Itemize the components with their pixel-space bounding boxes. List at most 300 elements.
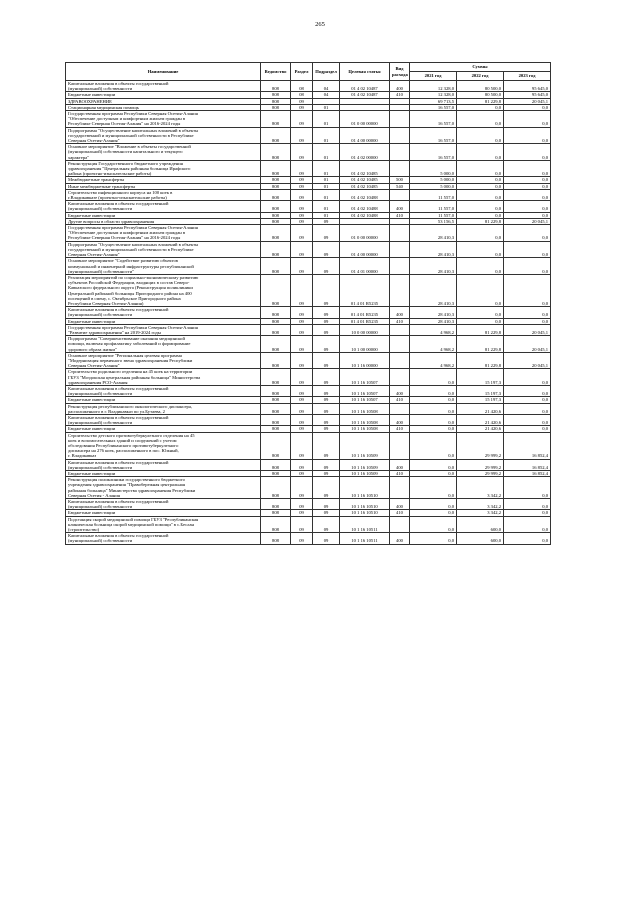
cell-sum-2021: 0,0 <box>410 426 457 432</box>
cell-sum-2023: 0,0 <box>504 426 551 432</box>
cell-name: Основное мероприятие "Вложение в объекты государственной (муниципальной) собственности капитального и текущего характера" <box>66 144 261 161</box>
header-2022: 2022 год <box>457 72 504 81</box>
cell-subsection: 04 <box>313 81 340 92</box>
cell-sum-2021: 16 557,0 <box>410 111 457 128</box>
cell-section: 09 <box>291 471 313 477</box>
cell-name: ЗДРАВООХРАНЕНИЕ <box>66 98 261 104</box>
table-row <box>66 258 551 275</box>
table-row <box>66 324 551 335</box>
cell-sum-2022: 0,0 <box>457 177 504 183</box>
cell-sum-2023: 0,0 <box>504 127 551 144</box>
cell-ministry: 808 <box>261 241 291 258</box>
cell-expense-type: 400 <box>390 307 410 318</box>
cell-sum-2021: 12 328,0 <box>410 92 457 98</box>
cell-ministry: 808 <box>261 385 291 396</box>
cell-sum-2023: 0,0 <box>504 414 551 425</box>
cell-name: Подпрограмма "Осуществление капитальных вложений в объекты государственной и муниципальной собственности в Республике Северная Осетия-Алания" <box>66 241 261 258</box>
cell-sum-2022: 0,0 <box>457 225 504 242</box>
cell-sum-2023: 0,0 <box>504 369 551 386</box>
cell-expense-type: 410 <box>390 397 410 403</box>
cell-sum-2022: 0,0 <box>457 127 504 144</box>
cell-subsection: 01 <box>313 201 340 212</box>
cell-target: 01 4 02 10487 <box>340 81 390 92</box>
cell-section: 09 <box>291 127 313 144</box>
budget-table <box>65 62 551 545</box>
cell-sum-2022: 15 197,3 <box>457 397 504 403</box>
cell-ministry: 808 <box>261 225 291 242</box>
cell-target: 01 4 02 10488 <box>340 201 390 212</box>
header-expense-type: Вид расхода <box>390 63 410 81</box>
cell-target: 01 4 02 10487 <box>340 92 390 98</box>
cell-expense-type: 400 <box>390 499 410 510</box>
cell-sum-2023: 0,0 <box>504 177 551 183</box>
cell-sum-2022: 15 197,3 <box>457 369 504 386</box>
cell-section: 09 <box>291 307 313 318</box>
cell-target: 01 4 02 10485 <box>340 183 390 189</box>
cell-target: 01 4 00 00000 <box>340 127 390 144</box>
cell-subsection: 09 <box>313 225 340 242</box>
cell-section: 09 <box>291 426 313 432</box>
cell-ministry: 808 <box>261 516 291 533</box>
table-row <box>66 111 551 128</box>
cell-subsection: 09 <box>313 471 340 477</box>
cell-expense-type: 410 <box>390 510 410 516</box>
header-section: Раздел <box>291 63 313 81</box>
cell-sum-2021: 0,0 <box>410 459 457 470</box>
cell-sum-2022: 81 229,8 <box>457 336 504 353</box>
cell-subsection: 01 <box>313 104 340 110</box>
cell-name: Реализация мероприятий по социально-экономическому развитию субъектов Российской Федерации, входящих в состав Северо- Кавказского федерального округа (Реконструкция поликлиники Центральной районной больницы Пригородного района на 400 посещений в смену, с. Октябрьское Пригородного района Республики Северная Осетия-Алания) <box>66 274 261 306</box>
cell-section: 09 <box>291 477 313 499</box>
cell-section: 09 <box>291 189 313 200</box>
cell-sum-2021: 11 557,0 <box>410 201 457 212</box>
header-ministry: Ведомство <box>261 63 291 81</box>
table-row <box>66 127 551 144</box>
cell-expense-type: 410 <box>390 92 410 98</box>
cell-target: 10 1 16 10507 <box>340 385 390 396</box>
cell-ministry: 808 <box>261 324 291 335</box>
cell-sum-2021: 28 410,3 <box>410 307 457 318</box>
header-2023: 2023 год <box>504 72 551 81</box>
cell-ministry: 808 <box>261 201 291 212</box>
cell-expense-type <box>390 432 410 459</box>
cell-name: Подпрограмма "Совершенствование оказания медицинской помощи, включая профилактику заболеваний и формирование здорового образа жизни" <box>66 336 261 353</box>
cell-expense-type <box>390 477 410 499</box>
cell-section: 09 <box>291 324 313 335</box>
cell-name: Бюджетные инвестиции <box>66 318 261 324</box>
cell-name: Подстанция скорой медицинской помощи ГБУЗ "Республиканская клиническая больница скорой медицинской помощи" в с.Беслан (строительство) <box>66 516 261 533</box>
cell-name: Капитальные вложения в объекты государственной (муниципальной) собственности <box>66 81 261 92</box>
cell-name: Реконструкция Государственного бюджетного учреждения здравоохранения "Центральная районная больница Ирафского района (проектно-изыскательские работы) <box>66 160 261 177</box>
cell-sum-2023: 0,0 <box>504 201 551 212</box>
cell-sum-2023: 20 045,1 <box>504 336 551 353</box>
cell-sum-2021: 0,0 <box>410 414 457 425</box>
header-2021: 2021 год <box>410 72 457 81</box>
header-subsection: Подраздел <box>313 63 340 81</box>
cell-ministry: 808 <box>261 307 291 318</box>
cell-sum-2022: 21 420,6 <box>457 403 504 414</box>
cell-sum-2023: 0,0 <box>504 477 551 499</box>
cell-section: 09 <box>291 177 313 183</box>
cell-expense-type: 400 <box>390 201 410 212</box>
table-row <box>66 336 551 353</box>
cell-subsection: 09 <box>313 258 340 275</box>
cell-sum-2023: 0,0 <box>504 403 551 414</box>
cell-sum-2022: 81 229,8 <box>457 352 504 369</box>
cell-ministry: 808 <box>261 274 291 306</box>
cell-subsection: 09 <box>313 510 340 516</box>
cell-sum-2023: 20 045,1 <box>504 324 551 335</box>
cell-name: Подпрограмма "Осуществление капитальных вложений в объекты государственной и муниципальной собственности в Республике Северная Осетия-Алания" <box>66 127 261 144</box>
cell-name: Государственная программа Республики Северная Осетия-Алания "Обеспечение доступным и комфортным жильем граждан в Республике Северная Осетия-Алания" на 2016-2024 годы <box>66 225 261 242</box>
cell-sum-2021: 0,0 <box>410 499 457 510</box>
cell-target: 01 4 01 R5235 <box>340 274 390 306</box>
cell-name: Бюджетные инвестиции <box>66 212 261 218</box>
cell-section: 09 <box>291 397 313 403</box>
cell-sum-2023: 0,0 <box>504 516 551 533</box>
cell-subsection: 09 <box>313 516 340 533</box>
cell-name: Реконструкция республиканского онкологического диспансера, расположенного в г. Владикавказ по ул.Бутаева, 2 <box>66 403 261 414</box>
cell-expense-type: 410 <box>390 426 410 432</box>
table-row <box>66 160 551 177</box>
cell-section: 09 <box>291 318 313 324</box>
cell-ministry: 808 <box>261 459 291 470</box>
table-row <box>66 352 551 369</box>
cell-section: 09 <box>291 336 313 353</box>
table-row <box>66 499 551 510</box>
cell-target: 10 1 00 00000 <box>340 336 390 353</box>
cell-name: Капитальные вложения в объекты государственной (муниципальной) собственности <box>66 201 261 212</box>
cell-sum-2022: 21 420,6 <box>457 426 504 432</box>
cell-sum-2022: 81 229,8 <box>457 218 504 224</box>
cell-sum-2022: 0,0 <box>457 201 504 212</box>
cell-subsection: 09 <box>313 336 340 353</box>
cell-subsection: 09 <box>313 307 340 318</box>
cell-sum-2022: 81 229,8 <box>457 98 504 104</box>
cell-ministry: 808 <box>261 160 291 177</box>
cell-ministry: 808 <box>261 258 291 275</box>
cell-subsection: 09 <box>313 218 340 224</box>
cell-name: Бюджетные инвестиции <box>66 471 261 477</box>
cell-expense-type <box>390 225 410 242</box>
cell-sum-2023: 16 852,4 <box>504 432 551 459</box>
cell-sum-2023: 95 645,0 <box>504 92 551 98</box>
cell-target: 10 1 16 10509 <box>340 432 390 459</box>
cell-sum-2023: 0,0 <box>504 212 551 218</box>
cell-name: Бюджетные инвестиции <box>66 92 261 98</box>
cell-name: Капитальные вложения в объекты государственной (муниципальной) собственности <box>66 307 261 318</box>
cell-sum-2022: 0,0 <box>457 189 504 200</box>
cell-target: 10 1 16 10510 <box>340 477 390 499</box>
cell-subsection: 01 <box>313 189 340 200</box>
cell-subsection: 01 <box>313 212 340 218</box>
cell-section: 09 <box>291 459 313 470</box>
cell-ministry: 808 <box>261 432 291 459</box>
cell-target: 01 0 00 00000 <box>340 225 390 242</box>
cell-ministry: 808 <box>261 397 291 403</box>
cell-subsection: 01 <box>313 160 340 177</box>
cell-sum-2023: 0,0 <box>504 111 551 128</box>
cell-sum-2021: 0,0 <box>410 432 457 459</box>
cell-sum-2023: 20 045,1 <box>504 98 551 104</box>
cell-ministry: 808 <box>261 144 291 161</box>
cell-sum-2022: 600,0 <box>457 516 504 533</box>
cell-expense-type <box>390 336 410 353</box>
cell-expense-type: 400 <box>390 81 410 92</box>
cell-ministry: 808 <box>261 414 291 425</box>
header-sums: Суммы <box>410 63 551 72</box>
cell-sum-2022: 3 342,2 <box>457 499 504 510</box>
cell-sum-2022: 0,0 <box>457 318 504 324</box>
cell-expense-type <box>390 160 410 177</box>
cell-sum-2022: 81 229,8 <box>457 324 504 335</box>
header-name: Наименование <box>66 63 261 81</box>
cell-name: Строительство родильного отделения на 45 коек на территории ГБУЗ "Моздокская центральная районная больница" Министерства здравоохранения РСО-Алания <box>66 369 261 386</box>
cell-sum-2021: 69 713,5 <box>410 98 457 104</box>
cell-name: Государственная программа Республики Северная Осетия-Алания "Обеспечение доступным и комфортным жильем граждан в Республике Северная Осетия-Алания" на 2016-2024 годы <box>66 111 261 128</box>
cell-section: 09 <box>291 533 313 544</box>
cell-ministry: 808 <box>261 212 291 218</box>
cell-sum-2023: 0,0 <box>504 274 551 306</box>
cell-target: 10 1 16 10511 <box>340 516 390 533</box>
cell-sum-2023: 20 045,1 <box>504 218 551 224</box>
cell-expense-type: 410 <box>390 318 410 324</box>
cell-subsection: 01 <box>313 177 340 183</box>
cell-sum-2023: 0,0 <box>504 385 551 396</box>
cell-section: 09 <box>291 385 313 396</box>
cell-ministry: 808 <box>261 98 291 104</box>
cell-ministry: 808 <box>261 81 291 92</box>
cell-name: Капитальные вложения в объекты государственной (муниципальной) собственности <box>66 459 261 470</box>
cell-sum-2022: 3 342,2 <box>457 477 504 499</box>
cell-section: 09 <box>291 403 313 414</box>
cell-subsection: 09 <box>313 426 340 432</box>
table-row <box>66 201 551 212</box>
cell-name: Бюджетные инвестиции <box>66 510 261 516</box>
cell-ministry: 808 <box>261 369 291 386</box>
cell-sum-2021: 0,0 <box>410 533 457 544</box>
cell-sum-2021: 0,0 <box>410 385 457 396</box>
cell-expense-type: 410 <box>390 471 410 477</box>
cell-sum-2021: 12 328,0 <box>410 81 457 92</box>
table-row <box>66 369 551 386</box>
cell-sum-2023: 0,0 <box>504 189 551 200</box>
cell-section: 09 <box>291 183 313 189</box>
cell-section: 09 <box>291 274 313 306</box>
cell-target: 01 4 01 00000 <box>340 258 390 275</box>
cell-ministry: 808 <box>261 533 291 544</box>
cell-ministry: 808 <box>261 189 291 200</box>
cell-target: 01 4 02 10485 <box>340 160 390 177</box>
cell-target: 10 1 16 10511 <box>340 533 390 544</box>
cell-expense-type <box>390 189 410 200</box>
cell-sum-2022: 29 999,2 <box>457 471 504 477</box>
cell-sum-2022: 0,0 <box>457 307 504 318</box>
page-number: 265 <box>315 21 325 28</box>
cell-section: 09 <box>291 258 313 275</box>
cell-name: Стационарная медицинская помощь <box>66 104 261 110</box>
cell-expense-type: 410 <box>390 212 410 218</box>
cell-section: 09 <box>291 111 313 128</box>
cell-sum-2023: 0,0 <box>504 104 551 110</box>
cell-section: 08 <box>291 92 313 98</box>
cell-ministry: 808 <box>261 104 291 110</box>
table-row <box>66 189 551 200</box>
cell-name: Основное мероприятие "Содействие развитию объектов коммунальной и инженерной инфраструктуры республиканской (муниципальной) собственности" <box>66 258 261 275</box>
cell-expense-type: 400 <box>390 459 410 470</box>
cell-subsection: 09 <box>313 403 340 414</box>
cell-target: 10 1 16 10509 <box>340 459 390 470</box>
cell-sum-2023: 0,0 <box>504 318 551 324</box>
cell-sum-2022: 0,0 <box>457 144 504 161</box>
table-row <box>66 144 551 161</box>
cell-name: Бюджетные инвестиции <box>66 397 261 403</box>
cell-target: 01 0 00 00000 <box>340 111 390 128</box>
cell-section: 09 <box>291 160 313 177</box>
table-row <box>66 403 551 414</box>
cell-name: Реконструкция поликлиники государственного бюджетного учреждения здравоохранения "Правобережная центральная районная больница" Министерства здравоохранения Республики Северная Осетия - Алания <box>66 477 261 499</box>
cell-sum-2021: 5 000,0 <box>410 183 457 189</box>
cell-target: 10 1 16 10508 <box>340 414 390 425</box>
cell-name: Капитальные вложения в объекты государственной (муниципальной) собственности <box>66 499 261 510</box>
cell-name: Бюджетные инвестиции <box>66 426 261 432</box>
cell-ministry: 808 <box>261 510 291 516</box>
cell-section: 09 <box>291 516 313 533</box>
cell-ministry: 808 <box>261 92 291 98</box>
cell-sum-2023: 0,0 <box>504 499 551 510</box>
cell-ministry: 808 <box>261 177 291 183</box>
cell-sum-2023: 0,0 <box>504 183 551 189</box>
cell-sum-2022: 29 999,2 <box>457 432 504 459</box>
cell-ministry: 808 <box>261 111 291 128</box>
cell-expense-type <box>390 241 410 258</box>
cell-target: 10 1 16 10507 <box>340 397 390 403</box>
cell-sum-2021: 5 000,0 <box>410 177 457 183</box>
table-row <box>66 477 551 499</box>
cell-sum-2022: 0,0 <box>457 160 504 177</box>
cell-sum-2021: 28 410,3 <box>410 241 457 258</box>
cell-target: 01 4 01 R5235 <box>340 307 390 318</box>
cell-target: 10 1 16 10508 <box>340 426 390 432</box>
cell-subsection: 09 <box>313 499 340 510</box>
table-body <box>66 81 551 545</box>
cell-sum-2021: 4 968,2 <box>410 336 457 353</box>
cell-sum-2022: 0,0 <box>457 241 504 258</box>
cell-ministry: 808 <box>261 318 291 324</box>
cell-subsection: 09 <box>313 533 340 544</box>
cell-subsection: 09 <box>313 324 340 335</box>
table-row <box>66 459 551 470</box>
cell-target: 10 1 16 10510 <box>340 510 390 516</box>
cell-expense-type <box>390 274 410 306</box>
cell-ministry: 808 <box>261 426 291 432</box>
cell-subsection: 09 <box>313 459 340 470</box>
cell-sum-2021: 5 000,0 <box>410 160 457 177</box>
cell-section: 09 <box>291 98 313 104</box>
cell-sum-2023: 0,0 <box>504 225 551 242</box>
cell-sum-2022: 0,0 <box>457 111 504 128</box>
cell-sum-2022: 80 500,0 <box>457 92 504 98</box>
cell-target: 01 4 00 00000 <box>340 241 390 258</box>
cell-name: Государственная программа Республики Северная Осетия-Алания "Развитие здравоохранения" на 2019-2024 годы <box>66 324 261 335</box>
table-row <box>66 432 551 459</box>
cell-target: 01 4 01 R5235 <box>340 318 390 324</box>
cell-name: Строительство инфекционного корпуса на 100 коек в г.Владикавказе (проектно-изыскательские работы) <box>66 189 261 200</box>
table-row <box>66 225 551 242</box>
cell-ministry: 808 <box>261 183 291 189</box>
cell-subsection: 09 <box>313 369 340 386</box>
cell-expense-type <box>390 324 410 335</box>
cell-ministry: 808 <box>261 127 291 144</box>
cell-expense-type: 540 <box>390 183 410 189</box>
cell-sum-2021: 11 557,0 <box>410 189 457 200</box>
cell-name: Капитальные вложения в объекты государственной (муниципальной) собственности <box>66 533 261 544</box>
cell-sum-2022: 0,0 <box>457 104 504 110</box>
cell-name: Основное мероприятие "Региональная целевая программа "Модернизация первичного звена здравоохранения Республики Северная Осетия-Алания" <box>66 352 261 369</box>
cell-ministry: 808 <box>261 352 291 369</box>
cell-subsection: 04 <box>313 92 340 98</box>
cell-expense-type <box>390 352 410 369</box>
table-row <box>66 385 551 396</box>
cell-name: Капитальные вложения в объекты государственной (муниципальной) собственности <box>66 414 261 425</box>
cell-expense-type: 400 <box>390 385 410 396</box>
cell-sum-2022: 80 500,0 <box>457 81 504 92</box>
cell-ministry: 808 <box>261 218 291 224</box>
cell-sum-2021: 0,0 <box>410 510 457 516</box>
cell-expense-type <box>390 258 410 275</box>
cell-target: 01 4 02 10488 <box>340 189 390 200</box>
cell-sum-2022: 29 999,2 <box>457 459 504 470</box>
cell-sum-2021: 16 557,0 <box>410 127 457 144</box>
cell-section: 09 <box>291 432 313 459</box>
cell-section: 09 <box>291 499 313 510</box>
cell-section: 09 <box>291 369 313 386</box>
cell-subsection: 09 <box>313 318 340 324</box>
table-row <box>66 274 551 306</box>
cell-expense-type <box>390 403 410 414</box>
cell-expense-type: 400 <box>390 533 410 544</box>
cell-sum-2023: 95 645,0 <box>504 81 551 92</box>
cell-sum-2021: 0,0 <box>410 477 457 499</box>
cell-subsection: 09 <box>313 432 340 459</box>
cell-expense-type <box>390 127 410 144</box>
cell-sum-2021: 16 557,0 <box>410 104 457 110</box>
cell-section: 08 <box>291 81 313 92</box>
cell-sum-2021: 4 968,2 <box>410 352 457 369</box>
cell-section: 09 <box>291 225 313 242</box>
cell-expense-type <box>390 144 410 161</box>
table-row <box>66 241 551 258</box>
cell-target: 01 4 02 00000 <box>340 144 390 161</box>
cell-section: 09 <box>291 241 313 258</box>
cell-target: 10 1 16 00000 <box>340 352 390 369</box>
cell-subsection: 01 <box>313 127 340 144</box>
cell-sum-2021: 0,0 <box>410 516 457 533</box>
cell-sum-2022: 3 342,2 <box>457 510 504 516</box>
cell-sum-2022: 15 197,3 <box>457 385 504 396</box>
cell-expense-type <box>390 111 410 128</box>
cell-expense-type <box>390 516 410 533</box>
cell-sum-2023: 0,0 <box>504 307 551 318</box>
cell-sum-2021: 11 557,0 <box>410 212 457 218</box>
cell-target: 10 1 16 10509 <box>340 471 390 477</box>
cell-section: 09 <box>291 510 313 516</box>
header-target: Целевая статья <box>340 63 390 81</box>
cell-ministry: 808 <box>261 477 291 499</box>
cell-sum-2022: 0,0 <box>457 183 504 189</box>
cell-sum-2023: 0,0 <box>504 241 551 258</box>
cell-sum-2022: 0,0 <box>457 258 504 275</box>
